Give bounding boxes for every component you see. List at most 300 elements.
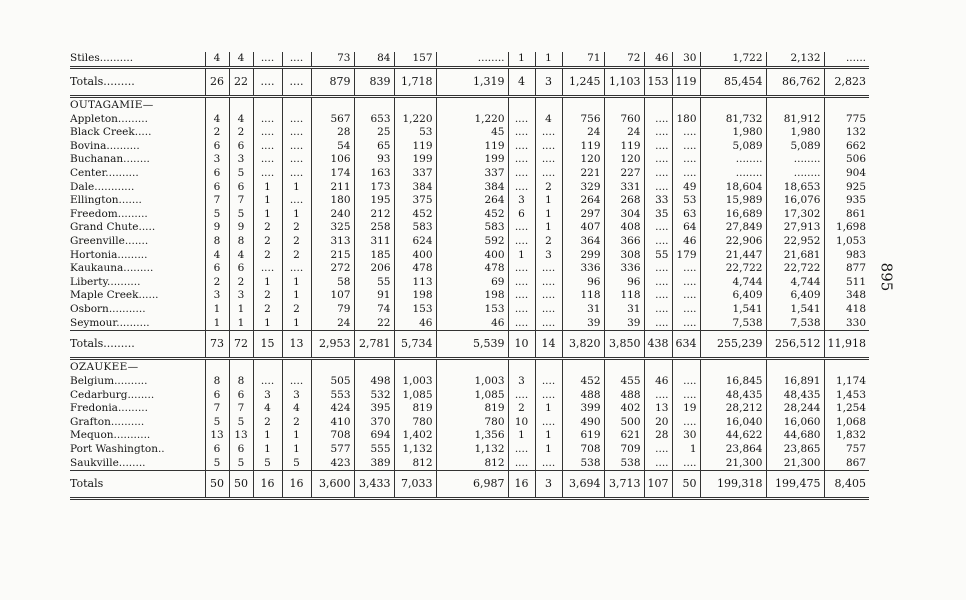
table-cell: 1,541 — [766, 303, 824, 317]
table-cell: 221 — [562, 167, 604, 181]
table-row — [70, 235, 869, 249]
table-cell: 26 — [205, 67, 229, 96]
table-cell: 28 — [644, 429, 672, 443]
table-cell: 6 — [229, 389, 253, 403]
table-cell: 258 — [354, 221, 394, 235]
table-cell: 384 — [394, 181, 436, 195]
table-cell: 389 — [354, 457, 394, 471]
table-cell: .... — [644, 181, 672, 195]
table-cell: 925 — [824, 181, 869, 195]
table-cell: 1,980 — [766, 126, 824, 140]
table-row — [70, 221, 869, 235]
table-cell: 2 — [253, 289, 282, 303]
table-cell: 199,475 — [766, 471, 824, 499]
table-cell: .... — [508, 221, 535, 235]
table-cell: 153 — [644, 67, 672, 96]
table-cell: 653 — [354, 113, 394, 127]
table-cell: 84 — [354, 52, 394, 67]
table-cell: 1 — [535, 208, 562, 222]
table-cell: 297 — [562, 208, 604, 222]
table-cell: 255,239 — [700, 331, 766, 359]
table-cell: 185 — [354, 249, 394, 263]
table-cell: 567 — [311, 113, 354, 127]
table-cell: 39 — [562, 317, 604, 331]
table-cell: .... — [535, 375, 562, 389]
table-cell — [700, 96, 766, 113]
table-cell: 375 — [394, 194, 436, 208]
table-cell: .... — [672, 389, 700, 403]
table-cell: 16,040 — [700, 416, 766, 430]
table-cell: 7 — [229, 194, 253, 208]
table-cell: 50 — [229, 471, 253, 499]
table-cell — [282, 359, 311, 376]
table-cell: 1 — [282, 181, 311, 195]
table-cell: .... — [253, 153, 282, 167]
table-cell: .... — [282, 194, 311, 208]
table-cell: 366 — [604, 235, 644, 249]
table-cell: .... — [282, 126, 311, 140]
table-cell: 13 — [205, 429, 229, 443]
table-cell — [354, 96, 394, 113]
table-cell: .... — [282, 153, 311, 167]
table-cell — [229, 359, 253, 376]
table-row — [70, 208, 869, 222]
table-cell: .... — [253, 375, 282, 389]
table-cell: 577 — [311, 443, 354, 457]
table-cell: 13 — [644, 402, 672, 416]
table-cell: 30 — [672, 429, 700, 443]
table-cell: 118 — [604, 289, 644, 303]
table-cell: 418 — [824, 303, 869, 317]
table-cell: ........ — [766, 153, 824, 167]
table-cell: .... — [672, 289, 700, 303]
table-cell: 256,512 — [766, 331, 824, 359]
table-cell: 384 — [436, 181, 508, 195]
table-cell: 2 — [253, 303, 282, 317]
table-cell: 107 — [644, 471, 672, 499]
table-cell: 1 — [508, 249, 535, 263]
table-cell: 198 — [436, 289, 508, 303]
table-cell: 3,600 — [311, 471, 354, 499]
table-cell — [824, 96, 869, 113]
county-name: OZAUKEE— — [70, 361, 139, 374]
table-cell: 206 — [354, 262, 394, 276]
table-cell: 5 — [253, 457, 282, 471]
table-cell: 879 — [311, 67, 354, 96]
table-cell: 3,820 — [562, 331, 604, 359]
table-cell: .... — [282, 52, 311, 67]
table-cell: 1,068 — [824, 416, 869, 430]
table-cell: 8 — [205, 235, 229, 249]
table-row — [70, 153, 869, 167]
table-cell: 79 — [311, 303, 354, 317]
table-cell: .... — [672, 416, 700, 430]
table-cell: 812 — [394, 457, 436, 471]
table-cell: 498 — [354, 375, 394, 389]
table-cell: ........ — [436, 52, 508, 67]
table-cell: 85,454 — [700, 67, 766, 96]
table-cell: 58 — [311, 276, 354, 290]
table-cell: 268 — [604, 194, 644, 208]
table-cell: 2 — [282, 249, 311, 263]
table-cell: 55 — [354, 276, 394, 290]
table-cell: 336 — [604, 262, 644, 276]
table-cell: 227 — [604, 167, 644, 181]
table-cell: 1,053 — [824, 235, 869, 249]
table-cell: 20 — [644, 416, 672, 430]
table-cell: 17,302 — [766, 208, 824, 222]
table-cell: 3 — [535, 67, 562, 96]
table-cell: 780 — [394, 416, 436, 430]
table-cell: 15,989 — [700, 194, 766, 208]
table-cell: 48,435 — [766, 389, 824, 403]
table-cell: 505 — [311, 375, 354, 389]
table-cell: .... — [508, 389, 535, 403]
table-cell: 7,033 — [394, 471, 436, 499]
table-cell: 2 — [253, 221, 282, 235]
table-cell: 21,300 — [700, 457, 766, 471]
table-cell: .... — [282, 262, 311, 276]
table-cell: 1 — [205, 317, 229, 331]
table-cell: 215 — [311, 249, 354, 263]
table-cell — [824, 359, 869, 376]
table-cell: 173 — [354, 181, 394, 195]
table-cell: .... — [644, 235, 672, 249]
table-cell: 31 — [604, 303, 644, 317]
table-cell: .... — [508, 113, 535, 127]
table-cell: 22 — [229, 67, 253, 96]
table-cell: 163 — [354, 167, 394, 181]
table-cell: 16,060 — [766, 416, 824, 430]
table-cell: .... — [672, 457, 700, 471]
table-cell: 488 — [562, 389, 604, 403]
table-cell: .... — [535, 167, 562, 181]
table-cell: 709 — [604, 443, 644, 457]
table-cell: 199 — [436, 153, 508, 167]
table-cell: 1,003 — [394, 375, 436, 389]
table-row — [70, 126, 869, 140]
table-cell: .... — [644, 167, 672, 181]
table-cell: 19 — [672, 402, 700, 416]
row-label: Mequon........... — [70, 429, 151, 442]
table-cell: 27,849 — [700, 221, 766, 235]
table-cell: .... — [508, 181, 535, 195]
table-cell: 2 — [282, 235, 311, 249]
table-cell: 299 — [562, 249, 604, 263]
row-label: Stiles.......... — [70, 52, 205, 67]
row-label: Black Creek..... — [70, 126, 152, 139]
table-cell: 904 — [824, 167, 869, 181]
table-cell: 69 — [436, 276, 508, 290]
table-cell: 1 — [282, 443, 311, 457]
row-label: Greenville....... — [70, 234, 149, 247]
table-cell: 7,538 — [766, 317, 824, 331]
table-cell: 4 — [205, 113, 229, 127]
table-cell: 3 — [229, 289, 253, 303]
table-cell: 27,913 — [766, 221, 824, 235]
table-cell: .... — [535, 389, 562, 403]
table-cell: 1,245 — [562, 67, 604, 96]
table-cell: 438 — [644, 331, 672, 359]
row-label: Appleton......... — [70, 112, 148, 125]
table-cell: 5 — [229, 416, 253, 430]
table-cell: 1,698 — [824, 221, 869, 235]
table-cell: 2 — [205, 126, 229, 140]
table-cell: 53 — [672, 194, 700, 208]
row-label: Totals......... — [70, 331, 205, 359]
table-cell: 1 — [253, 194, 282, 208]
table-cell: 336 — [562, 262, 604, 276]
table-cell: 1,103 — [604, 67, 644, 96]
table-cell: 21,681 — [766, 249, 824, 263]
table-cell: 3,713 — [604, 471, 644, 499]
row-label: Totals — [70, 471, 205, 499]
table-cell: .... — [644, 303, 672, 317]
table-cell: 304 — [604, 208, 644, 222]
table-row — [70, 194, 869, 208]
row-label: Belgium.......... — [70, 375, 148, 388]
table-cell: 24 — [562, 126, 604, 140]
table-cell: 478 — [436, 262, 508, 276]
table-cell: 153 — [394, 303, 436, 317]
table-cell: .... — [282, 140, 311, 154]
table-cell: 25 — [354, 126, 394, 140]
table-cell: 1 — [508, 429, 535, 443]
table-cell — [644, 96, 672, 113]
totals-row — [70, 67, 869, 96]
table-cell: 2 — [205, 276, 229, 290]
table-cell: 13 — [282, 331, 311, 359]
table-cell: 199,318 — [700, 471, 766, 499]
table-cell: 407 — [562, 221, 604, 235]
table-cell: 1,132 — [436, 443, 508, 457]
table-cell: 555 — [354, 443, 394, 457]
table-cell: 28,212 — [700, 402, 766, 416]
table-cell: 1 — [535, 52, 562, 67]
table-cell: 96 — [562, 276, 604, 290]
table-cell: 2 — [535, 235, 562, 249]
row-label: Bovina.......... — [70, 139, 140, 152]
table-cell: 2,132 — [766, 52, 824, 67]
table-cell: 157 — [394, 52, 436, 67]
table-cell: 28 — [311, 126, 354, 140]
table-cell: 4 — [535, 113, 562, 127]
table-cell: ...... — [824, 52, 869, 67]
table-cell: 81,732 — [700, 113, 766, 127]
table-cell: 6 — [508, 208, 535, 222]
table-cell: 506 — [824, 153, 869, 167]
table-cell — [535, 359, 562, 376]
table-cell: 1,085 — [436, 389, 508, 403]
table-cell: .... — [644, 126, 672, 140]
table-cell: 46 — [644, 375, 672, 389]
table-cell: .... — [672, 317, 700, 331]
table-row — [70, 416, 869, 430]
table-cell: 839 — [354, 67, 394, 96]
table-cell: 7 — [205, 194, 229, 208]
table-cell: 424 — [311, 402, 354, 416]
table-cell: .... — [508, 140, 535, 154]
table-cell: 331 — [604, 181, 644, 195]
table-cell: 2 — [282, 416, 311, 430]
table-cell: 195 — [354, 194, 394, 208]
table-cell — [535, 96, 562, 113]
table-cell: 1 — [253, 317, 282, 331]
table-cell: 45 — [436, 126, 508, 140]
table-cell: 983 — [824, 249, 869, 263]
table-cell: 22 — [354, 317, 394, 331]
table-cell: 1,453 — [824, 389, 869, 403]
table-cell: 5 — [205, 208, 229, 222]
table-cell: 73 — [311, 52, 354, 67]
table-cell: 1,319 — [436, 67, 508, 96]
table-cell: 272 — [311, 262, 354, 276]
totals-row — [70, 471, 869, 499]
table-cell: 14 — [535, 331, 562, 359]
row-label: Center.......... — [70, 166, 139, 179]
table-cell: .... — [508, 126, 535, 140]
table-cell: 71 — [562, 52, 604, 67]
table-cell: .... — [644, 140, 672, 154]
table-cell: 3 — [535, 249, 562, 263]
table-cell: 583 — [394, 221, 436, 235]
table-cell: 760 — [604, 113, 644, 127]
table-cell: .... — [644, 262, 672, 276]
table-row — [70, 113, 869, 127]
table-cell: .... — [253, 140, 282, 154]
row-label: Fredonia......... — [70, 402, 148, 415]
table-cell: .... — [644, 153, 672, 167]
table-row — [70, 389, 869, 403]
table-cell: 22,722 — [766, 262, 824, 276]
table-cell: 72 — [604, 52, 644, 67]
table-cell — [229, 96, 253, 113]
table-cell: 15 — [253, 331, 282, 359]
row-label: Grafton.......... — [70, 415, 145, 428]
table-cell: 49 — [672, 181, 700, 195]
row-label: Saukville........ — [70, 456, 146, 469]
table-cell: 583 — [436, 221, 508, 235]
table-cell: 6 — [229, 140, 253, 154]
table-cell: 264 — [562, 194, 604, 208]
table-cell: .... — [508, 303, 535, 317]
table-row — [70, 262, 869, 276]
table-cell: 1,254 — [824, 402, 869, 416]
table-cell: .... — [644, 389, 672, 403]
table-cell — [562, 359, 604, 376]
table-cell: 490 — [562, 416, 604, 430]
table-cell: .... — [253, 67, 282, 96]
table-cell — [508, 96, 535, 113]
table-cell: 119 — [436, 140, 508, 154]
table-cell: 74 — [354, 303, 394, 317]
table-cell: 1 — [508, 52, 535, 67]
table-cell — [562, 96, 604, 113]
table-cell: 4 — [229, 249, 253, 263]
table-cell: 621 — [604, 429, 644, 443]
table-cell: 1,718 — [394, 67, 436, 96]
table-cell — [700, 359, 766, 376]
table-cell: 325 — [311, 221, 354, 235]
table-cell: 46 — [644, 52, 672, 67]
table-cell: 1 — [535, 194, 562, 208]
table-cell: 757 — [824, 443, 869, 457]
table-cell: .... — [644, 457, 672, 471]
table-cell: .... — [253, 262, 282, 276]
table-cell: 46 — [672, 235, 700, 249]
table-cell: 18,604 — [700, 181, 766, 195]
table-cell: 86,762 — [766, 67, 824, 96]
table-cell: .... — [535, 303, 562, 317]
table-row — [70, 457, 869, 471]
table-cell: 500 — [604, 416, 644, 430]
table-cell: 13 — [229, 429, 253, 443]
table-cell: 1 — [535, 402, 562, 416]
table-cell: 5,734 — [394, 331, 436, 359]
table-cell — [282, 96, 311, 113]
table-cell: .... — [508, 443, 535, 457]
table-cell: .... — [535, 126, 562, 140]
table-cell: 1 — [253, 181, 282, 195]
table-cell: 30 — [672, 52, 700, 67]
table-cell: 81,912 — [766, 113, 824, 127]
table-cell: .... — [535, 153, 562, 167]
table-cell: 452 — [436, 208, 508, 222]
table-cell: .... — [644, 276, 672, 290]
table-cell: 3 — [508, 194, 535, 208]
table-cell: .... — [672, 140, 700, 154]
table-cell: 6 — [205, 389, 229, 403]
table-cell: 7 — [205, 402, 229, 416]
table-cell: 33 — [644, 194, 672, 208]
table-cell: 46 — [436, 317, 508, 331]
table-cell: 4 — [508, 67, 535, 96]
table-cell: 16,076 — [766, 194, 824, 208]
table-cell: 18,653 — [766, 181, 824, 195]
table-cell: 23,864 — [700, 443, 766, 457]
table-cell: 3 — [229, 153, 253, 167]
table-cell: .... — [508, 457, 535, 471]
table-row — [70, 249, 869, 263]
table-cell: 410 — [311, 416, 354, 430]
statistics-table — [70, 52, 869, 500]
table-cell: 9 — [229, 221, 253, 235]
table-cell: 6,409 — [766, 289, 824, 303]
table-cell: .... — [535, 262, 562, 276]
table-cell: 22,722 — [700, 262, 766, 276]
table-cell: ........ — [700, 167, 766, 181]
table-cell: 119 — [604, 140, 644, 154]
table-cell: 935 — [824, 194, 869, 208]
table-cell: 1 — [253, 443, 282, 457]
table-cell: 6 — [205, 140, 229, 154]
table-cell: 3 — [535, 471, 562, 499]
table-cell: 8 — [229, 375, 253, 389]
table-cell: 28,244 — [766, 402, 824, 416]
table-cell: 2 — [253, 235, 282, 249]
table-cell: 2 — [253, 249, 282, 263]
table-cell: 23,865 — [766, 443, 824, 457]
table-cell: 10 — [508, 416, 535, 430]
table-cell: 1 — [282, 317, 311, 331]
table-cell: 65 — [354, 140, 394, 154]
table-cell: 3 — [282, 389, 311, 403]
table-cell: 6 — [205, 181, 229, 195]
table-cell: 93 — [354, 153, 394, 167]
table-cell: 399 — [562, 402, 604, 416]
table-cell: 662 — [824, 140, 869, 154]
table-cell: 24 — [604, 126, 644, 140]
